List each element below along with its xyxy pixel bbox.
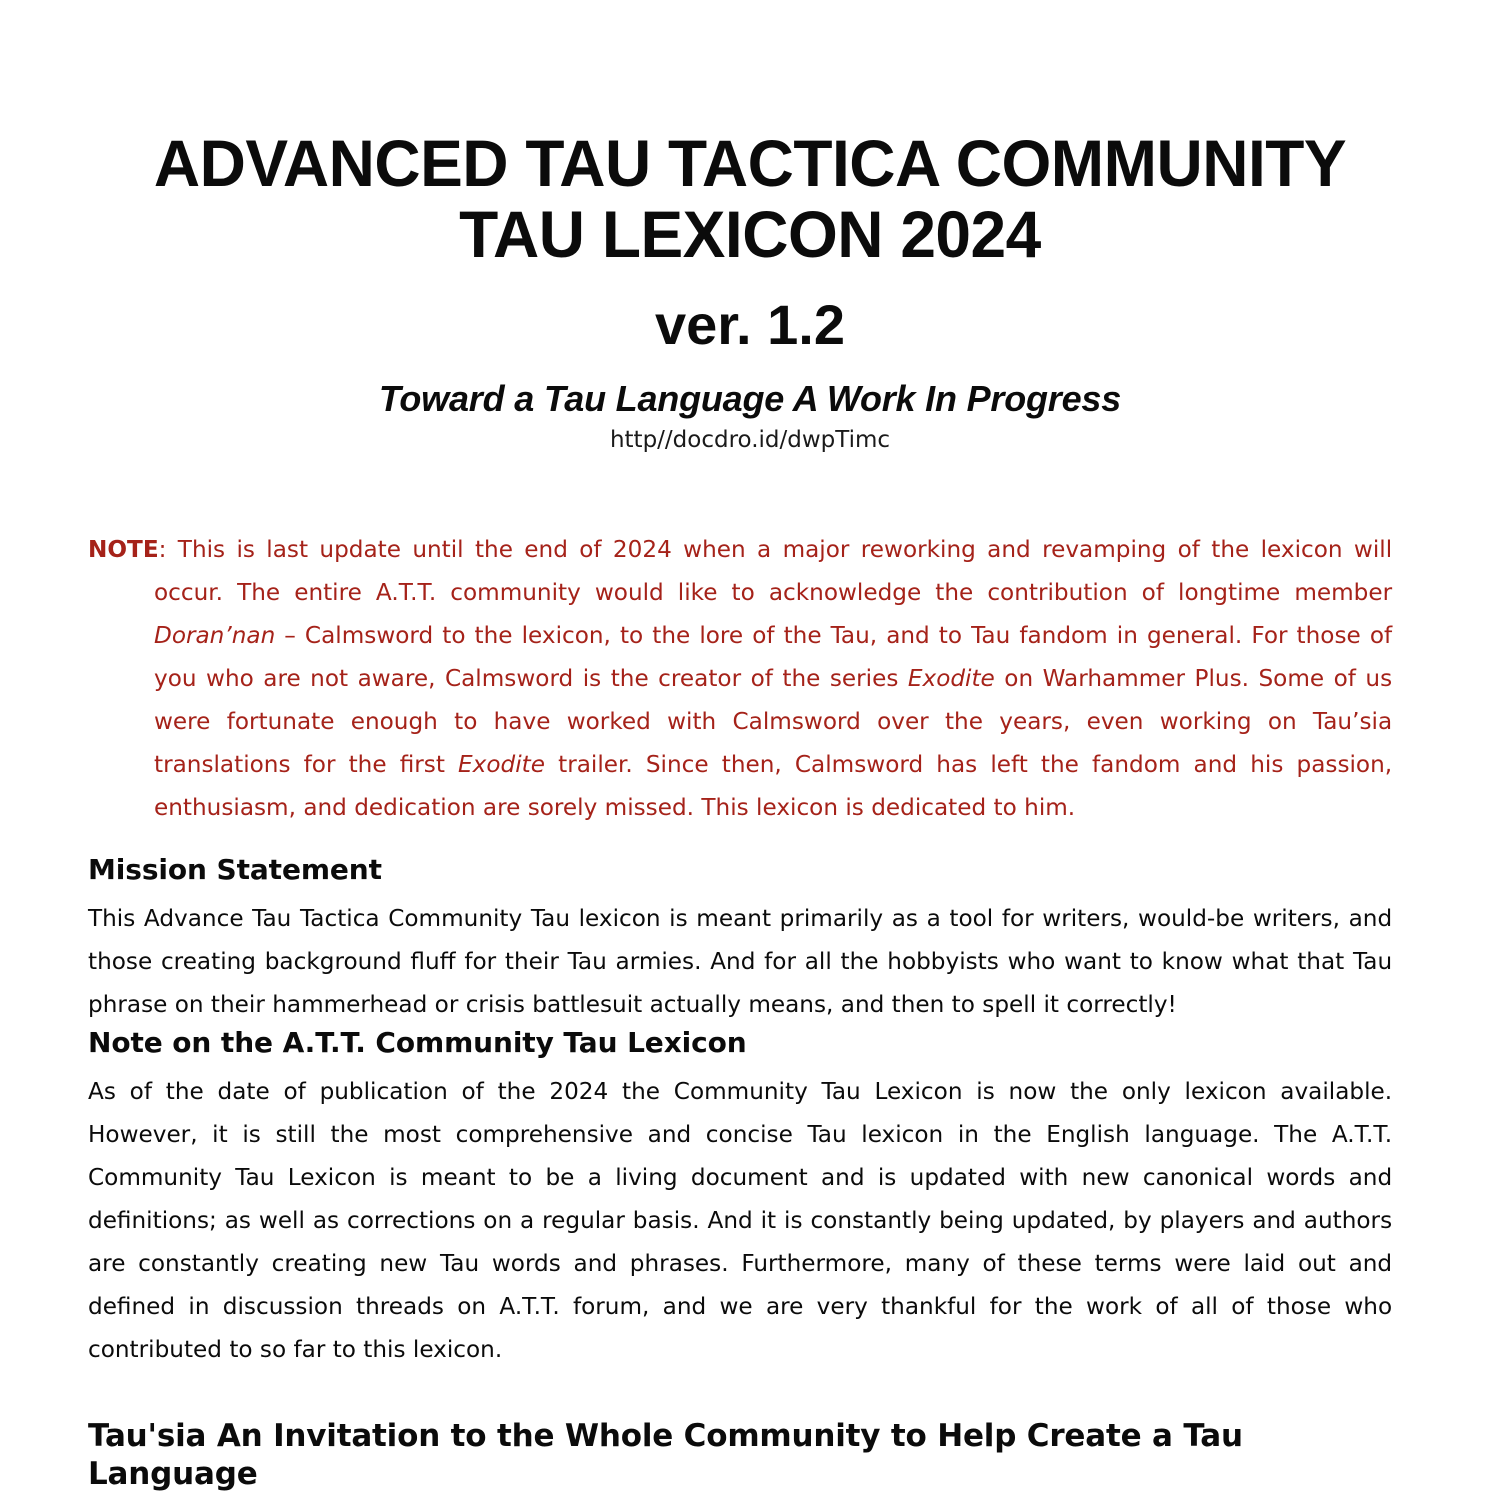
page-title-line-2: TAU LEXICON 2024 <box>459 197 1041 272</box>
note-italic-dorannan: Doran’nan <box>153 621 276 650</box>
page-title <box>108 128 1392 271</box>
note-text-part-4: trailer. Since then, Calmsword has left the fandom and his passion, enthusiasm, and dedication are sorely missed. This lexicon is dedicated to him. <box>153 750 1393 822</box>
document-subtitle: Toward a Tau Language A Work In Progress <box>378 377 1122 419</box>
section-body-note-on-lexicon: As of the date of publication of the 2024 the Community Tau Lexicon is now the only lexicon available. However, it is still the most comprehensive and concise Tau lexicon in the English language. The A.T.T. Community Tau Lexicon is meant to be a living document and is updated with new canonical words and definitions; as well as corrections on a regular basis. And it is constantly being updated, by players and authors are constantly creating new Tau words and phrases. Furthermore, many of these terms were laid out and defined in discussion threads on A.T.T. forum, and we are very thankful for the work of all of those who contributed to so far to this lexicon. <box>88 1076 1393 1363</box>
section-heading-mission-statement: Mission Statement <box>88 852 382 886</box>
note-italic-exodite-1: Exodite <box>907 664 995 693</box>
note-paragraph <box>88 528 1392 829</box>
note-text-part-2: – Calmsword to the lexicon, to the lore of the Tau, and to Tau fandom in general. For those of you who are not aware, Calmsword is the creator of the series <box>153 621 1393 693</box>
version-label: ver. 1.2 <box>655 292 845 356</box>
section-body-mission-statement: This Advance Tau Tactica Community Tau lexicon is meant primarily as a tool for writers, would-be writers, and those creating background fluff for their Tau armies. And for all the hobbyists who want to know what that Tau phrase on their hammerhead or crisis battlesuit actually means, and then to spell it correctly! <box>88 903 1393 1018</box>
section-heading-tausia-invitation: Tau'sia An Invitation to the Whole Community to Help Create a Tau Language <box>88 1417 1243 1492</box>
note-label: NOTE <box>88 535 159 564</box>
note-italic-exodite-2: Exodite <box>458 750 545 779</box>
section-heading-note-on-lexicon: Note on the A.T.T. Community Tau Lexicon <box>88 1025 747 1059</box>
note-text-part-1: : This is last update until the end of 2024 when a major reworking and revamping of the lexicon will occur. The entire A.T.T. community would like to acknowledge the contribution of longtime member <box>153 535 1393 607</box>
page-title-line-1: ADVANCED TAU TACTICA COMMUNITY <box>153 126 1347 200</box>
note-text-part-3: on Warhammer Plus. Some of us were fortunate enough to have worked with Calmsword over the years, even working on Tau’sia translations for the first <box>153 664 1393 779</box>
title-block <box>88 0 1412 454</box>
document-url: http//docdro.id/dwpTimc <box>609 426 891 453</box>
